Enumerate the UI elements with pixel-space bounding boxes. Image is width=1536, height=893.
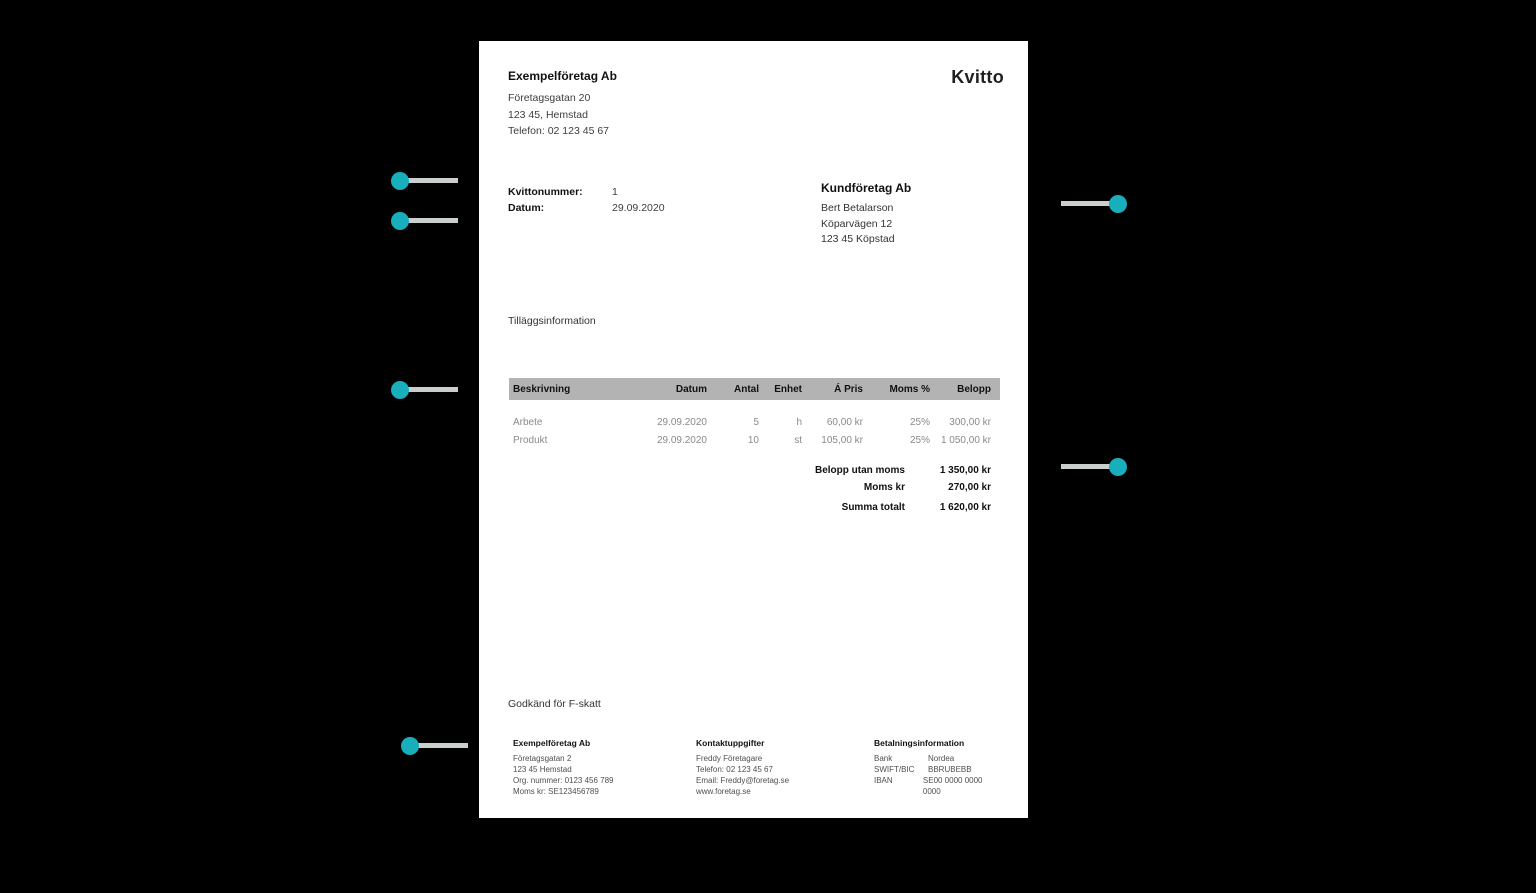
callout-marker-totals	[1109, 458, 1127, 476]
receipt-document	[479, 41, 1028, 818]
total-net-label: Belopp utan moms	[814, 465, 905, 476]
total-vat-row	[775, 479, 991, 496]
cell-beskrivning: Arbete	[513, 416, 543, 428]
callout-dot-icon	[391, 172, 409, 190]
line-items-table	[509, 378, 1000, 449]
col-header-antal: Antal	[734, 383, 759, 395]
callout-marker-table-header	[391, 381, 409, 399]
cell-enhet: h	[796, 416, 802, 428]
callout-marker-customer	[1109, 195, 1127, 213]
footer-contact-line: Email: Freddy@foretag.se	[696, 776, 790, 785]
cell-antal: 5	[753, 416, 759, 428]
callout-marker-footer	[401, 737, 419, 755]
additional-info-label: Tilläggsinformation	[508, 315, 596, 327]
cell-enhet: st	[794, 434, 802, 446]
sender-block	[508, 69, 617, 140]
footer-payment-title: Betalningsinformation	[874, 738, 965, 748]
callout-dot-icon	[391, 381, 409, 399]
document-title: Kvitto	[951, 67, 1004, 87]
footer-contact-line: www.foretag.se	[696, 787, 751, 796]
callout-dot-icon	[401, 737, 419, 755]
receipt-date-label: Datum:	[508, 202, 545, 214]
receipt-meta	[508, 184, 665, 216]
col-header-belopp: Belopp	[957, 383, 991, 395]
col-header-datum: Datum	[675, 383, 707, 395]
footer-company-title: Exempelföretag Ab	[513, 738, 591, 748]
customer-contact: Bert Betalarson	[821, 202, 894, 214]
total-net-value: 1 350,00 kr	[939, 465, 991, 476]
col-header-apris: Á Pris	[834, 383, 863, 395]
total-vat-value: 270,00 kr	[948, 482, 991, 493]
customer-name: Kundföretag Ab	[821, 181, 912, 195]
payment-swift-label: SWIFT/BIC	[874, 765, 915, 774]
total-vat-label: Moms kr	[863, 482, 905, 493]
sender-company-name: Exempelföretag Ab	[508, 69, 617, 83]
footer-company-line: 123 45 Hemstad	[513, 765, 572, 774]
cell-moms: 25%	[909, 416, 930, 428]
table-header-row	[509, 378, 1000, 400]
sender-phone: Telefon: 02 123 45 67	[508, 125, 610, 137]
col-header-enhet: Enhet	[774, 383, 802, 395]
payment-iban-label: IBAN	[874, 776, 893, 785]
footer-company-line: Moms kr: SE123456789	[513, 787, 599, 796]
customer-address-line1: Köparvägen 12	[821, 217, 893, 230]
receipt-date-row	[508, 200, 665, 216]
payment-bank-value: Nordea	[928, 754, 955, 763]
payment-iban-value: SE00 0000 0000 0000	[922, 776, 983, 796]
customer-address-line2: 123 45 Köpstad	[821, 233, 895, 245]
cell-datum: 29.09.2020	[656, 434, 707, 446]
cell-belopp: 300,00 kr	[949, 416, 991, 428]
total-sum-row	[775, 499, 991, 516]
callout-dot-icon	[1109, 195, 1127, 213]
footer-payment-row	[874, 764, 995, 775]
total-sum-value: 1 620,00 kr	[939, 502, 991, 513]
cell-belopp: 1 050,00 kr	[940, 434, 991, 446]
receipt-number-row	[508, 184, 665, 200]
cell-beskrivning: Produkt	[513, 434, 548, 446]
table-row	[509, 413, 1000, 431]
customer-block	[821, 181, 911, 248]
sender-address-line2: 123 45, Hemstad	[508, 108, 588, 121]
cell-apris: 60,00 kr	[826, 416, 863, 428]
footer-company-line: Org. nummer: 0123 456 789	[513, 776, 614, 785]
cell-datum: 29.09.2020	[656, 416, 707, 428]
callout-marker-date	[391, 212, 409, 230]
footer-contact-title: Kontaktuppgifter	[696, 738, 765, 748]
cell-antal: 10	[747, 434, 759, 446]
callout-dot-icon	[391, 212, 409, 230]
footer-contact-line: Telefon: 02 123 45 67	[696, 765, 773, 774]
receipt-date-value: 29.09.2020	[612, 202, 665, 214]
cell-apris: 105,00 kr	[821, 434, 863, 446]
totals-block	[775, 462, 991, 516]
payment-swift-value: BBRUBEBB	[928, 765, 972, 774]
cell-moms: 25%	[909, 434, 930, 446]
payment-bank-label: Bank	[874, 754, 893, 763]
footer-payment-column	[874, 738, 995, 797]
footer-company-column	[513, 738, 614, 797]
footer-payment-row	[874, 775, 995, 797]
footer-contact-column	[696, 738, 789, 797]
footer-company-line: Företagsgatan 2	[513, 754, 572, 763]
col-header-beskrivning: Beskrivning	[513, 383, 571, 395]
callout-marker-receipt-number	[391, 172, 409, 190]
total-net-row	[775, 462, 991, 479]
footer-contact-line: Freddy Företagare	[696, 754, 763, 763]
receipt-number-value: 1	[612, 186, 618, 198]
total-sum-label: Summa totalt	[841, 502, 905, 513]
receipt-number-label: Kvittonummer:	[508, 186, 583, 198]
table-row	[509, 431, 1000, 449]
footer-payment-row	[874, 753, 995, 764]
col-header-moms: Moms %	[889, 383, 930, 395]
f-tax-note: Godkänd för F-skatt	[508, 698, 601, 710]
callout-dot-icon	[1109, 458, 1127, 476]
sender-address-line1: Företagsgatan 20	[508, 92, 591, 104]
